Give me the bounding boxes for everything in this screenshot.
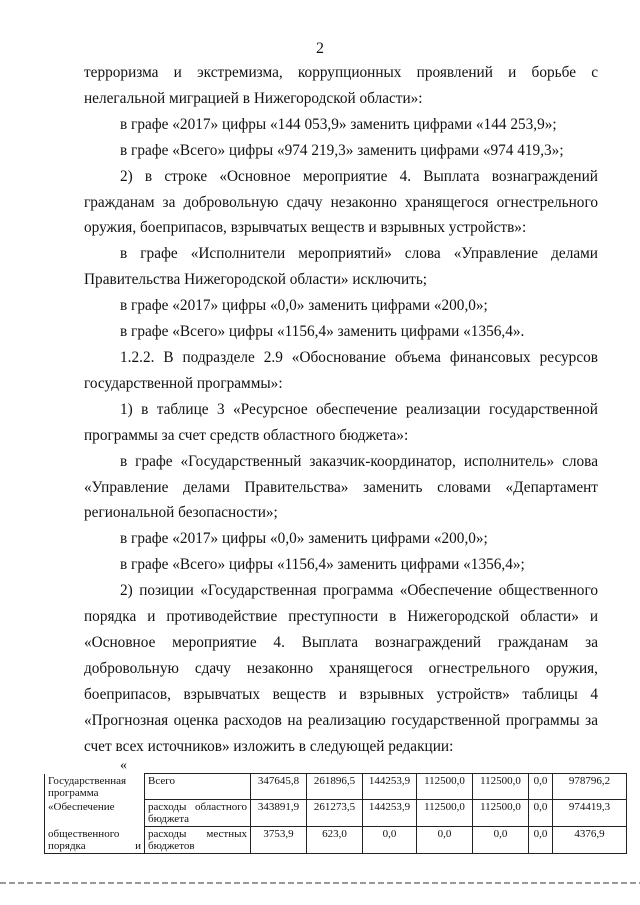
paragraph: в графе «Государственный заказчик-координатор, исполнитель» слова «Управление делами Правительства» заменить словами «Департамент региональной безопасности»; [84,452,598,522]
row-label-cell [145,800,251,827]
program-name-cell [45,827,145,854]
value-cell: 0,0 [529,800,553,827]
value-cell: 112500,0 [473,774,529,800]
paragraph: в графе «Всего» цифры «1156,4» заменить цифрами «1356,4». [120,323,525,341]
value-cell: 343891,9 [251,800,307,827]
paragraph: 2) позиции «Государственная программа «Обеспечение общественного порядка и противодействие преступности в Нижегородской области» и «Основное мероприятие 4. Выплата вознаграждений гражданам за добровольную сдачу незаконно хранящегося огнестрельного оружия, боеприпасов, взрывчатых веществ и взрывных устройств» таблицы 4 «Прогнозная оценка расходов на реализацию государственной программы за счет всех источников» изложить в следующей редакции: [84,582,598,755]
paragraph: в графе «Всего» цифры «974 219,3» заменить цифрами «974 419,3»; [120,141,564,159]
row-label: местных [206,828,247,840]
value-cell: 144253,9 [363,774,417,800]
table-row [45,774,627,800]
paragraph: в графе «2017» цифры «0,0» заменить цифрами «200,0»; [120,530,488,548]
program-name-line: программа [48,786,99,799]
value-cell: 978796,2 [553,774,627,800]
value-cell: 0,0 [529,827,553,854]
program-name-line: общественного [48,827,120,840]
table-row [45,827,627,854]
value-cell: 0,0 [473,827,529,854]
value-cell: 0,0 [529,774,553,800]
value-cell: 3753,9 [251,827,307,854]
value-cell: 112500,0 [417,774,473,800]
value-cell: 144253,9 [363,800,417,827]
value-cell: 261273,5 [307,800,363,827]
value-cell: 261896,5 [307,774,363,800]
program-name-line: порядка [48,839,86,852]
program-name-cell [45,774,145,800]
value-cell: 112500,0 [473,800,529,827]
paragraph: в графе «2017» цифры «0,0» заменить цифрами «200,0»; [120,297,488,315]
program-name-line: Государственная [48,774,127,787]
budget-table [44,773,627,854]
program-name-line: и [135,839,141,852]
paragraph: 1) в таблице 3 «Ресурсное обеспечение реализации государственной программы за счет средств областного бюджета»: [84,400,598,444]
paragraph: в графе «Всего» цифры «1156,4» заменить цифрами «1356,4»; [120,556,525,574]
row-label: расходы [148,801,187,813]
value-cell: 347645,8 [251,774,307,800]
value-cell: 623,0 [307,827,363,854]
document-body [84,60,598,759]
paragraph: 1.2.2. В подразделе 2.9 «Обоснование объема финансовых ресурсов государственной программы»: [84,348,598,392]
row-label: расходы [148,828,187,840]
value-cell: 974419,3 [553,800,627,827]
row-label: областного [194,801,247,813]
value-cell: 0,0 [363,827,417,854]
program-name-cell [45,800,145,827]
row-label: бюджета [148,813,190,825]
row-label-cell [145,774,251,800]
table-row [45,800,627,827]
value-cell: 4376,9 [553,827,627,854]
page-number: 2 [316,40,324,57]
value-cell: 112500,0 [417,800,473,827]
row-label: Всего [148,775,175,787]
row-label: бюджетов [148,840,195,852]
value-cell: 0,0 [417,827,473,854]
paragraph: терроризма и экстремизма, коррупционных проявлений и борьбе с нелегальной миграцией в Нижегородской области»: [84,64,598,107]
paragraph: 2) в строке «Основное мероприятие 4. Выплата вознаграждений гражданам за добровольную сдачу незаконно хранящегося огнестрельного оружия, боеприпасов, взрывчатых веществ и взрывных устройств»: [84,167,598,237]
program-name-line: «Обеспечение [48,800,115,813]
opening-quote: « [120,758,127,773]
row-label-cell [145,827,251,854]
paragraph: в графе «Исполнители мероприятий» слова «Управление делами Правительства Нижегородской области» исключить; [84,245,598,289]
page-bottom-divider [0,882,640,884]
paragraph: в графе «2017» цифры «144 053,9» заменить цифрами «144 253,9»; [120,115,557,133]
